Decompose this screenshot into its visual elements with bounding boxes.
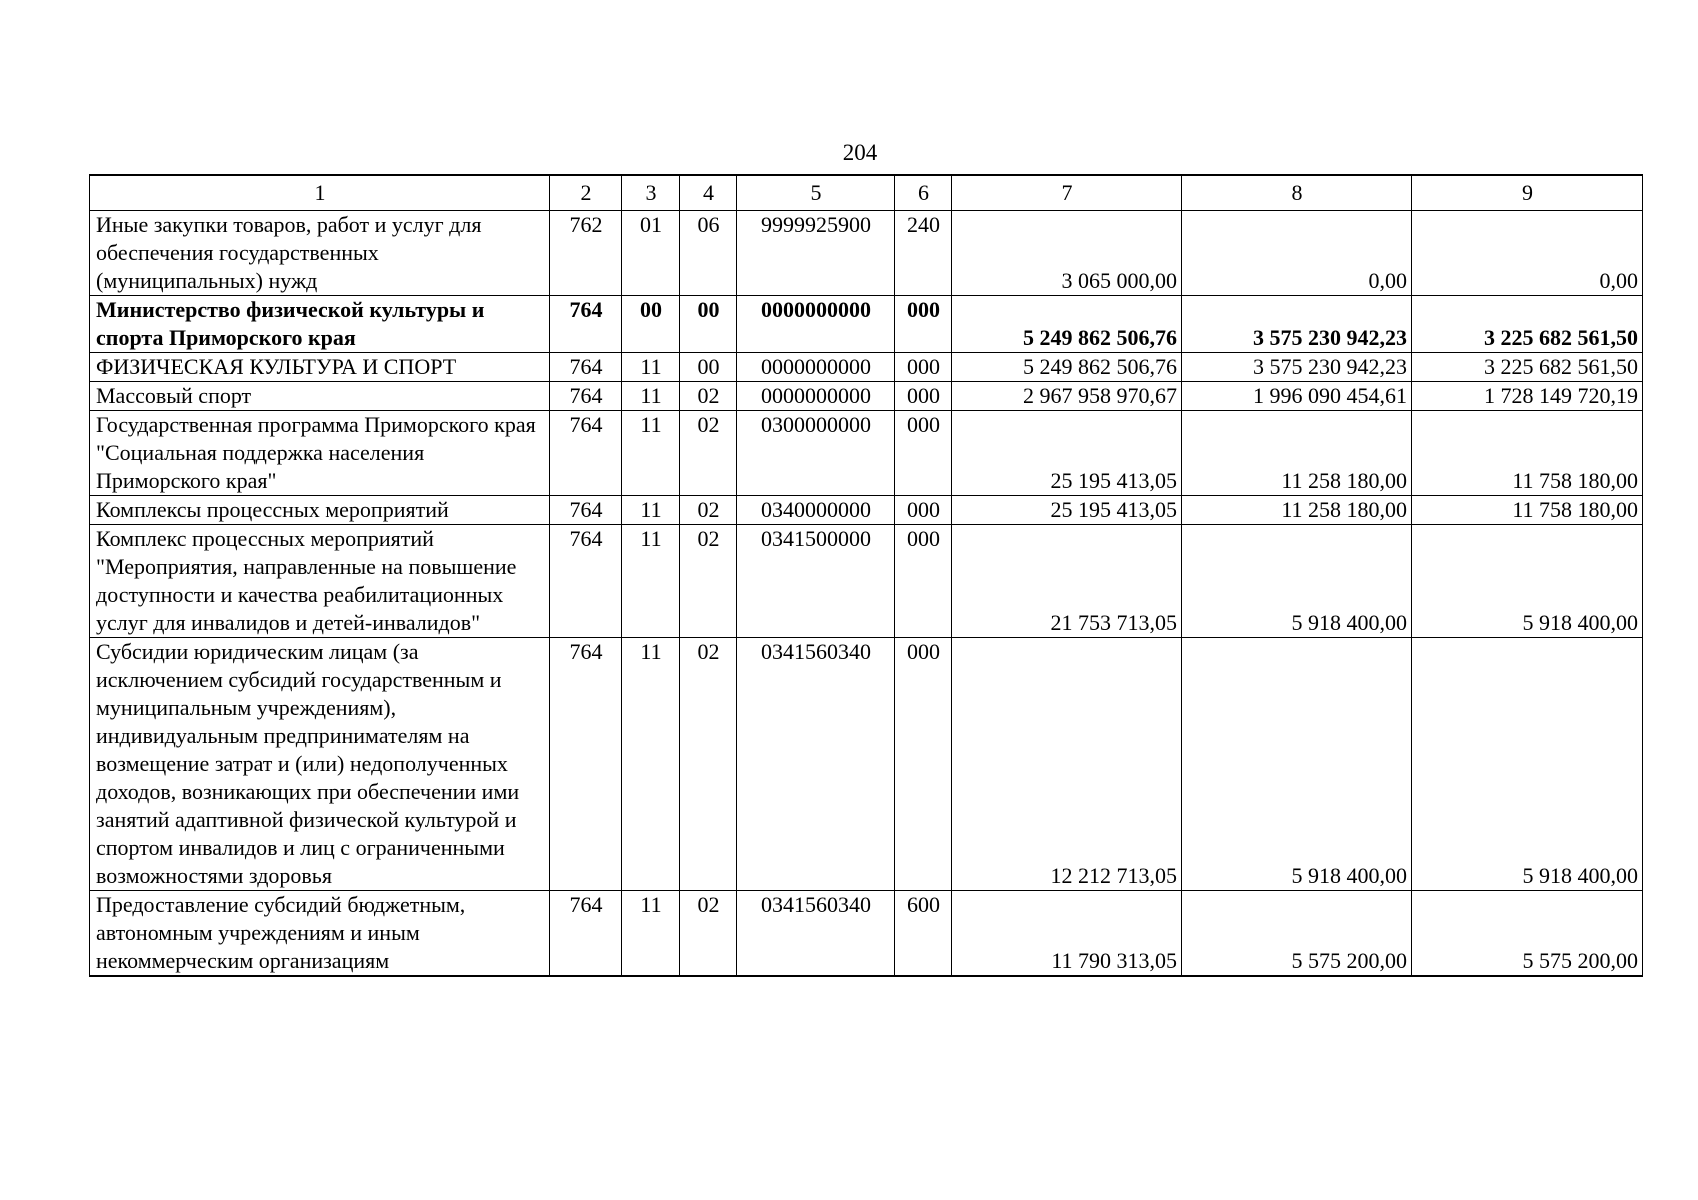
row-section-code: 11 — [622, 891, 680, 977]
row-name: ФИЗИЧЕСКАЯ КУЛЬТУРА И СПОРТ — [90, 353, 550, 382]
column-header: 5 — [737, 175, 895, 211]
row-amount-col8: 1 996 090 454,61 — [1182, 382, 1412, 411]
row-amount-col9: 5 918 400,00 — [1412, 525, 1643, 638]
row-amount-col9: 11 758 180,00 — [1412, 496, 1643, 525]
row-expense-type: 000 — [895, 382, 952, 411]
row-amount-col9: 3 225 682 561,50 — [1412, 353, 1643, 382]
row-expense-type: 240 — [895, 211, 952, 296]
row-subsection-code: 02 — [680, 525, 737, 638]
row-target-article: 0300000000 — [737, 411, 895, 496]
column-header: 9 — [1412, 175, 1643, 211]
row-admin-code: 764 — [550, 382, 622, 411]
row-expense-type: 600 — [895, 891, 952, 977]
table-row — [90, 525, 1643, 638]
header-row — [90, 175, 1643, 211]
table-row — [90, 211, 1643, 296]
row-target-article: 9999925900 — [737, 211, 895, 296]
row-subsection-code: 02 — [680, 638, 737, 891]
row-amount-col8: 5 918 400,00 — [1182, 525, 1412, 638]
row-target-article: 0341560340 — [737, 891, 895, 977]
row-name: Государственная программа Приморского края "Социальная поддержка населения Приморского края" — [90, 411, 550, 496]
row-admin-code: 764 — [550, 891, 622, 977]
row-name: Субсидии юридическим лицам (за исключением субсидий государственным и муниципальным учреждениям), индивидуальным предпринимателям на возмещение затрат и (или) недополученных доходов, возникающих при обеспечении ими занятий адаптивной физической культурой и спортом инвалидов и лиц с ограниченными возможностями здоровья — [90, 638, 550, 891]
table-row — [90, 353, 1643, 382]
row-expense-type: 000 — [895, 296, 952, 353]
column-header: 6 — [895, 175, 952, 211]
row-amount-col7: 25 195 413,05 — [952, 496, 1182, 525]
row-amount-col8: 3 575 230 942,23 — [1182, 296, 1412, 353]
row-section-code: 00 — [622, 296, 680, 353]
row-expense-type: 000 — [895, 525, 952, 638]
row-admin-code: 762 — [550, 211, 622, 296]
row-amount-col9: 5 575 200,00 — [1412, 891, 1643, 977]
table-row — [90, 891, 1643, 977]
row-subsection-code: 06 — [680, 211, 737, 296]
row-subsection-code: 02 — [680, 496, 737, 525]
row-amount-col7: 12 212 713,05 — [952, 638, 1182, 891]
row-expense-type: 000 — [895, 353, 952, 382]
table-row — [90, 496, 1643, 525]
row-amount-col8: 11 258 180,00 — [1182, 496, 1412, 525]
budget-table — [89, 174, 1643, 977]
row-admin-code: 764 — [550, 496, 622, 525]
row-amount-col7: 25 195 413,05 — [952, 411, 1182, 496]
column-header: 3 — [622, 175, 680, 211]
row-amount-col7: 11 790 313,05 — [952, 891, 1182, 977]
column-header: 7 — [952, 175, 1182, 211]
column-header: 8 — [1182, 175, 1412, 211]
page-number: 204 — [842, 140, 878, 165]
row-subsection-code: 02 — [680, 411, 737, 496]
row-name: Комплексы процессных мероприятий — [90, 496, 550, 525]
row-target-article: 0000000000 — [737, 382, 895, 411]
row-section-code: 11 — [622, 638, 680, 891]
row-amount-col7: 21 753 713,05 — [952, 525, 1182, 638]
row-expense-type: 000 — [895, 638, 952, 891]
row-target-article: 0341560340 — [737, 638, 895, 891]
row-admin-code: 764 — [550, 638, 622, 891]
table-row — [90, 638, 1643, 891]
row-amount-col9: 11 758 180,00 — [1412, 411, 1643, 496]
table-row — [90, 296, 1643, 353]
row-section-code: 11 — [622, 496, 680, 525]
table-row — [90, 411, 1643, 496]
row-expense-type: 000 — [895, 411, 952, 496]
table-row — [90, 382, 1643, 411]
row-subsection-code: 00 — [680, 296, 737, 353]
row-section-code: 11 — [622, 525, 680, 638]
row-admin-code: 764 — [550, 411, 622, 496]
row-expense-type: 000 — [895, 496, 952, 525]
row-amount-col7: 5 249 862 506,76 — [952, 296, 1182, 353]
row-section-code: 01 — [622, 211, 680, 296]
row-amount-col8: 5 575 200,00 — [1182, 891, 1412, 977]
row-subsection-code: 00 — [680, 353, 737, 382]
row-amount-col8: 5 918 400,00 — [1182, 638, 1412, 891]
row-amount-col8: 0,00 — [1182, 211, 1412, 296]
row-amount-col7: 2 967 958 970,67 — [952, 382, 1182, 411]
row-name: Иные закупки товаров, работ и услуг для обеспечения государственных (муниципальных) нужд — [90, 211, 550, 296]
row-name: Комплекс процессных мероприятий "Мероприятия, направленные на повышение доступности и качества реабилитационных услуг для инвалидов и детей-инвалидов" — [90, 525, 550, 638]
row-target-article: 0000000000 — [737, 296, 895, 353]
row-amount-col9: 1 728 149 720,19 — [1412, 382, 1643, 411]
row-name: Массовый спорт — [90, 382, 550, 411]
row-admin-code: 764 — [550, 525, 622, 638]
row-name: Министерство физической культуры и спорта Приморского края — [90, 296, 550, 353]
row-amount-col8: 11 258 180,00 — [1182, 411, 1412, 496]
row-subsection-code: 02 — [680, 382, 737, 411]
row-amount-col9: 5 918 400,00 — [1412, 638, 1643, 891]
row-target-article: 0340000000 — [737, 496, 895, 525]
row-section-code: 11 — [622, 353, 680, 382]
column-header: 1 — [90, 175, 550, 211]
row-amount-col7: 5 249 862 506,76 — [952, 353, 1182, 382]
row-amount-col8: 3 575 230 942,23 — [1182, 353, 1412, 382]
column-header: 2 — [550, 175, 622, 211]
column-header: 4 — [680, 175, 737, 211]
row-target-article: 0341500000 — [737, 525, 895, 638]
row-amount-col9: 0,00 — [1412, 211, 1643, 296]
row-amount-col9: 3 225 682 561,50 — [1412, 296, 1643, 353]
row-name: Предоставление субсидий бюджетным, автономным учреждениям и иным некоммерческим организациям — [90, 891, 550, 977]
row-admin-code: 764 — [550, 296, 622, 353]
row-section-code: 11 — [622, 411, 680, 496]
row-subsection-code: 02 — [680, 891, 737, 977]
row-target-article: 0000000000 — [737, 353, 895, 382]
row-amount-col7: 3 065 000,00 — [952, 211, 1182, 296]
row-section-code: 11 — [622, 382, 680, 411]
row-admin-code: 764 — [550, 353, 622, 382]
